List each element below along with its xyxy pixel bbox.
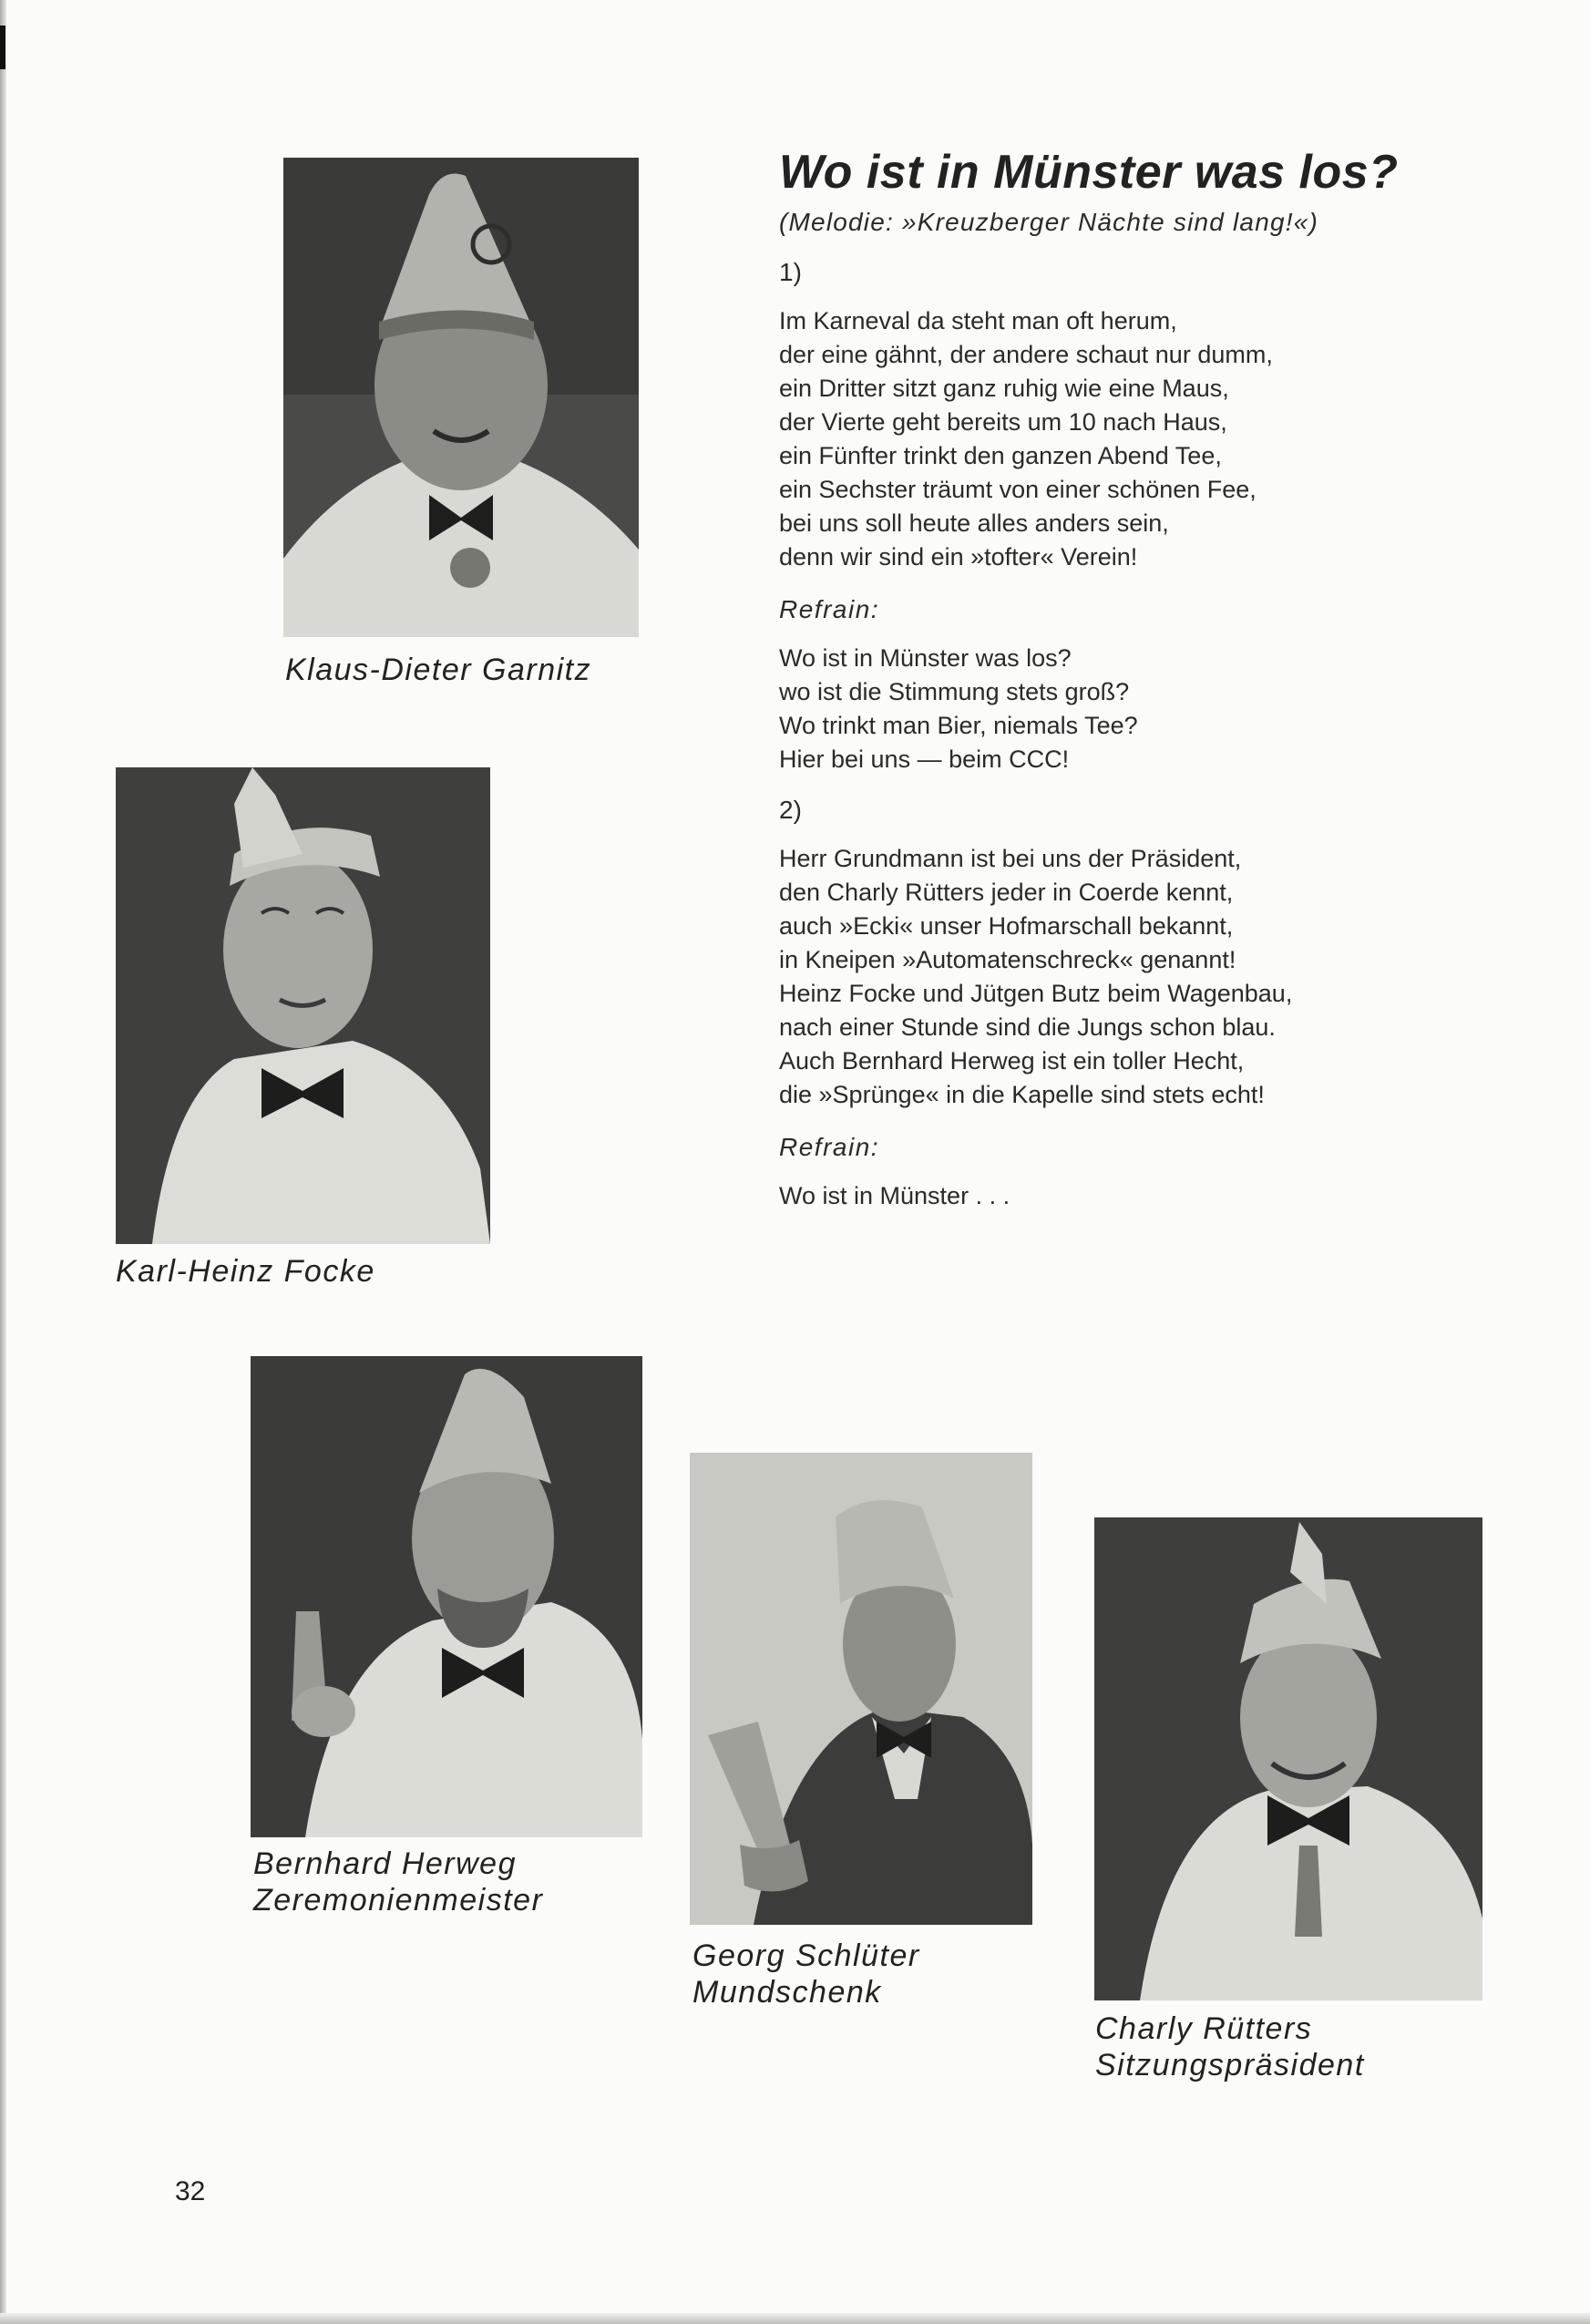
verse-line: Heinz Focke und Jütgen Butz beim Wagenbau, <box>779 980 1293 1007</box>
verse-line: Im Karneval da steht man oft herum, <box>779 307 1177 334</box>
refrain-2-label: Refrain: <box>779 1133 880 1161</box>
photo-karl-heinz-focke <box>116 767 490 1244</box>
verse-line: Herr Grundmann ist bei uns der Präsident, <box>779 845 1242 872</box>
refrain-2 <box>779 1179 1472 1213</box>
refrain-line: Hier bei uns — beim CCC! <box>779 746 1070 773</box>
verse-line: die »Sprünge« in die Kapelle sind stets echt! <box>779 1081 1265 1108</box>
verse-line: ein Sechster träumt von einer schönen Fee, <box>779 476 1257 503</box>
verse-line: ein Fünfter trinkt den ganzen Abend Tee, <box>779 442 1222 469</box>
refrain-1 <box>779 642 1472 776</box>
verse-line: ein Dritter sitzt ganz ruhig wie eine Maus, <box>779 375 1229 402</box>
verse-2 <box>779 842 1472 1112</box>
refrain-1-label: Refrain: <box>779 595 880 623</box>
verse-line: denn wir sind ein »tofter« Verein! <box>779 543 1138 571</box>
caption-bernhard-herweg: Bernhard Herweg Zeremonienmeister <box>253 1846 544 1918</box>
verse-line: auch »Ecki« unser Hofmarschall bekannt, <box>779 912 1234 940</box>
page-binding-edge <box>0 0 6 2324</box>
verse-line: in Kneipen »Automatenschreck« genannt! <box>779 946 1236 973</box>
photo-bernhard-herweg <box>251 1356 642 1837</box>
verse-line: nach einer Stunde sind die Jungs schon blau. <box>779 1013 1276 1041</box>
caption-karl-heinz-focke: Karl-Heinz Focke <box>116 1254 375 1289</box>
page-number: 32 <box>175 2176 206 2206</box>
photo-klaus-dieter-garnitz <box>283 158 639 637</box>
caption-georg-schlueter: Georg Schlüter Mundschenk <box>692 1938 920 2010</box>
verse-line: der Vierte geht bereits um 10 nach Haus, <box>779 408 1227 436</box>
verse-1-number: 1) <box>779 258 802 286</box>
verse-1 <box>779 304 1472 574</box>
binding-mark <box>0 26 5 69</box>
song-melody: (Melodie: »Kreuzberger Nächte sind lang!«) <box>779 208 1319 236</box>
refrain-line: Wo ist in Münster . . . <box>779 1182 1010 1209</box>
page-bottom-edge <box>0 2313 1590 2324</box>
refrain-line: Wo ist in Münster was los? <box>779 644 1072 672</box>
refrain-line: wo ist die Stimmung stets groß? <box>779 678 1130 705</box>
song-text <box>779 144 1472 1213</box>
verse-line: der eine gähnt, der andere schaut nur dumm, <box>779 341 1273 368</box>
song-title: Wo ist in Münster was los? <box>779 146 1399 199</box>
verse-line: den Charly Rütters jeder in Coerde kennt, <box>779 879 1234 906</box>
photo-charly-ruetters <box>1094 1517 1482 2000</box>
verse-line: Auch Bernhard Herweg ist ein toller Hecht, <box>779 1047 1245 1075</box>
refrain-line: Wo trinkt man Bier, niemals Tee? <box>779 712 1138 739</box>
verse-2-number: 2) <box>779 796 802 824</box>
verse-line: bei uns soll heute alles anders sein, <box>779 509 1169 537</box>
photo-georg-schlueter <box>690 1453 1032 1925</box>
caption-klaus-dieter-garnitz: Klaus-Dieter Garnitz <box>285 653 592 687</box>
caption-charly-ruetters: Charly Rütters Sitzungspräsident <box>1095 2011 1365 2082</box>
